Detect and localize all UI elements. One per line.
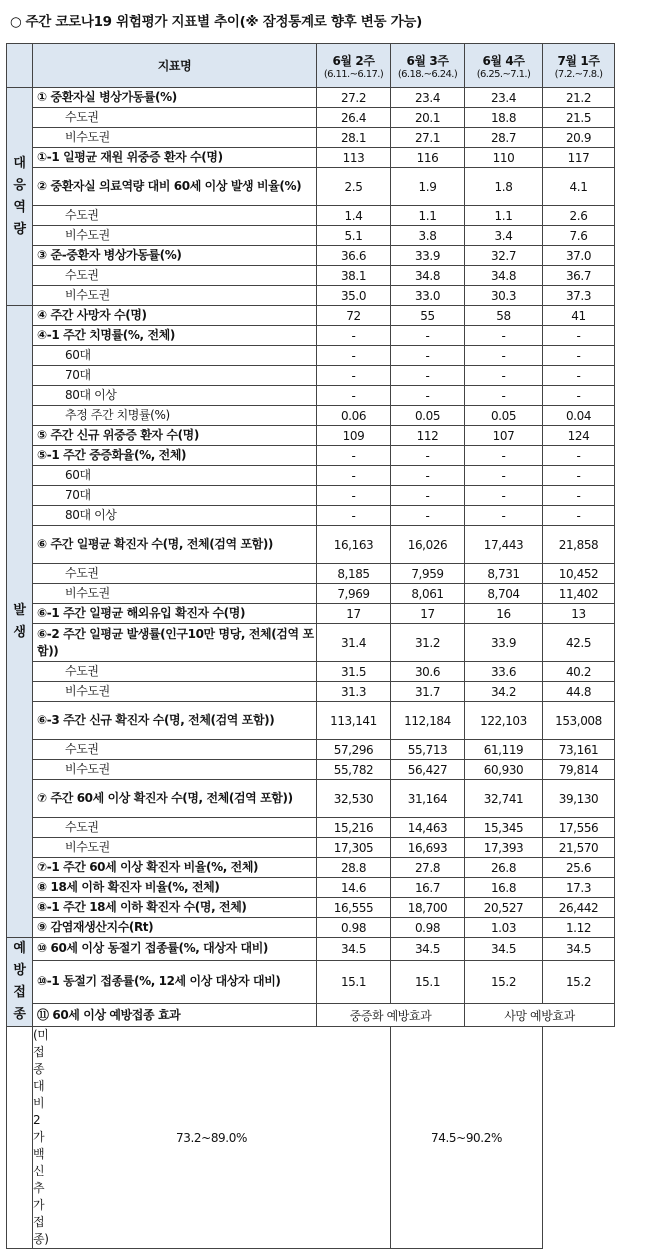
value-cell: 31.7 <box>391 682 465 702</box>
value-cell: 110 <box>465 148 543 168</box>
value-cell: 23.4 <box>391 88 465 108</box>
indicator-label: ① 중환자실 병상가동률(%) <box>33 88 317 108</box>
table-row <box>7 760 615 780</box>
indicator-label: ⑨ 감염재생산지수(Rt) <box>33 918 317 938</box>
table-row <box>7 226 615 246</box>
value-cell: 58 <box>465 306 543 326</box>
value-cell: 16,026 <box>391 526 465 564</box>
value-cell: 1.4 <box>317 206 391 226</box>
value-cell: 31.4 <box>317 624 391 662</box>
header-week-4: 7월 1주 (7.2.~7.8.) <box>543 44 615 88</box>
value-cell: - <box>317 346 391 366</box>
value-cell: 15.2 <box>465 960 543 1003</box>
table-row <box>7 206 615 226</box>
value-cell: - <box>465 466 543 486</box>
header-week-1: 6월 2주 (6.11.~6.17.) <box>317 44 391 88</box>
value-cell: 27.2 <box>317 88 391 108</box>
indicator-label: ⑦-1 주간 60세 이상 확진자 비율(%, 전체) <box>33 858 317 878</box>
indicator-label: 비수도권 <box>33 838 317 858</box>
table-row <box>7 426 615 446</box>
indicator-label: ⑧ 18세 이하 확진자 비율(%, 전체) <box>33 878 317 898</box>
value-cell: 7.6 <box>543 226 615 246</box>
table-row <box>7 682 615 702</box>
value-cell: 55,713 <box>391 740 465 760</box>
value-cell: - <box>465 366 543 386</box>
value-cell: 39,130 <box>543 780 615 818</box>
indicator-label: ⑦ 주간 60세 이상 확진자 수(명, 전체(검역 포함)) <box>33 780 317 818</box>
value-cell: 16,555 <box>317 898 391 918</box>
category-vaccination: 예 방 접 종 <box>7 938 33 1027</box>
value-cell: 116 <box>391 148 465 168</box>
value-cell: 18.8 <box>465 108 543 128</box>
value-cell: 112 <box>391 426 465 446</box>
value-cell: 17 <box>391 604 465 624</box>
value-cell: 34.5 <box>465 938 543 961</box>
value-cell: 0.04 <box>543 406 615 426</box>
value-cell: 17,305 <box>317 838 391 858</box>
table-row <box>7 878 615 898</box>
death-prevention-title: 사망 예방효과 <box>465 1004 615 1027</box>
value-cell: 0.05 <box>465 406 543 426</box>
value-cell: 0.98 <box>317 918 391 938</box>
value-cell: - <box>543 446 615 466</box>
value-cell: 117 <box>543 148 615 168</box>
value-cell: 15.1 <box>317 960 391 1003</box>
table-row <box>7 466 615 486</box>
value-cell: 122,103 <box>465 702 543 740</box>
value-cell: 30.6 <box>391 662 465 682</box>
value-cell: - <box>317 486 391 506</box>
value-cell: 28.1 <box>317 128 391 148</box>
value-cell: 33.0 <box>391 286 465 306</box>
value-cell: - <box>391 486 465 506</box>
value-cell: 61,119 <box>465 740 543 760</box>
indicator-label: ⑪ 60세 이상 예방접종 효과 <box>33 1004 317 1027</box>
indicator-label: 비수도권 <box>33 286 317 306</box>
value-cell: 34.2 <box>465 682 543 702</box>
value-cell: - <box>543 346 615 366</box>
header-week-2: 6월 3주 (6.18.~6.24.) <box>391 44 465 88</box>
indicator-label: 60대 <box>33 466 317 486</box>
table-row <box>7 818 615 838</box>
value-cell: 56,427 <box>391 760 465 780</box>
table-row <box>7 740 615 760</box>
table-row-effect-values <box>7 1027 615 1249</box>
value-cell: - <box>465 486 543 506</box>
table-row <box>7 386 615 406</box>
value-cell: 5.1 <box>317 226 391 246</box>
value-cell: 11,402 <box>543 584 615 604</box>
value-cell: 34.5 <box>317 938 391 961</box>
value-cell: 8,061 <box>391 584 465 604</box>
table-row <box>7 446 615 466</box>
header-indicator: 지표명 <box>33 44 317 88</box>
value-cell: 73,161 <box>543 740 615 760</box>
value-cell: 0.05 <box>391 406 465 426</box>
value-cell: - <box>543 466 615 486</box>
death-prevention-value: 74.5~90.2% <box>391 1027 543 1249</box>
indicator-label: 비수도권 <box>33 760 317 780</box>
value-cell: 15,345 <box>465 818 543 838</box>
indicator-label: ⑥-2 주간 일평균 발생률(인구10만 명당, 전체(검역 포함)) <box>33 624 317 662</box>
indicator-label: 수도권 <box>33 206 317 226</box>
table-row <box>7 898 615 918</box>
indicator-label: ⑧-1 주간 18세 이하 확진자 수(명, 전체) <box>33 898 317 918</box>
page-title <box>10 10 422 30</box>
table-row-effect <box>7 1004 615 1027</box>
value-cell: 36.7 <box>543 266 615 286</box>
indicator-label: ⑤ 주간 신규 위중증 환자 수(명) <box>33 426 317 446</box>
indicator-label: ⑥-1 주간 일평균 해외유입 확진자 수(명) <box>33 604 317 624</box>
table-row <box>7 366 615 386</box>
value-cell: 8,185 <box>317 564 391 584</box>
table-row <box>7 506 615 526</box>
indicator-label: ⑥ 주간 일평균 확진자 수(명, 전체(검역 포함)) <box>33 526 317 564</box>
indicator-label: ①-1 일평균 재원 위중증 환자 수(명) <box>33 148 317 168</box>
value-cell: 153,008 <box>543 702 615 740</box>
value-cell: 37.0 <box>543 246 615 266</box>
value-cell: - <box>465 506 543 526</box>
value-cell: 1.03 <box>465 918 543 938</box>
table-row <box>7 960 615 1003</box>
table-row <box>7 584 615 604</box>
value-cell: 8,731 <box>465 564 543 584</box>
value-cell: 18,700 <box>391 898 465 918</box>
value-cell: 27.1 <box>391 128 465 148</box>
value-cell: - <box>465 326 543 346</box>
value-cell: 1.1 <box>391 206 465 226</box>
value-cell: 35.0 <box>317 286 391 306</box>
value-cell: 0.98 <box>391 918 465 938</box>
indicator-label: ⑤-1 주간 중증화율(%, 전체) <box>33 446 317 466</box>
value-cell: - <box>543 486 615 506</box>
value-cell: 1.9 <box>391 168 465 206</box>
value-cell: 55 <box>391 306 465 326</box>
indicator-label: 수도권 <box>33 740 317 760</box>
indicator-label: 비수도권 <box>33 128 317 148</box>
indicator-label: 60대 <box>33 346 317 366</box>
value-cell: 55,782 <box>317 760 391 780</box>
value-cell: 31.3 <box>317 682 391 702</box>
value-cell: 72 <box>317 306 391 326</box>
value-cell: - <box>465 446 543 466</box>
table-row <box>7 108 615 128</box>
value-cell: 16 <box>465 604 543 624</box>
value-cell: 1.8 <box>465 168 543 206</box>
table-row <box>7 246 615 266</box>
value-cell: 23.4 <box>465 88 543 108</box>
indicator-label: ④ 주간 사망자 수(명) <box>33 306 317 326</box>
indicator-label: 80대 이상 <box>33 386 317 406</box>
value-cell: - <box>317 506 391 526</box>
indicator-label: ③ 준-중환자 병상가동률(%) <box>33 246 317 266</box>
table-row <box>7 624 615 662</box>
table-row <box>7 858 615 878</box>
table-row <box>7 486 615 506</box>
value-cell: 1.1 <box>465 206 543 226</box>
value-cell: - <box>391 366 465 386</box>
table-row <box>7 128 615 148</box>
category-occurrence: 발 생 <box>7 306 33 938</box>
table-row <box>7 702 615 740</box>
header-week-3: 6월 4주 (6.25.~7.1.) <box>465 44 543 88</box>
value-cell: 34.8 <box>465 266 543 286</box>
value-cell: 26.4 <box>317 108 391 128</box>
value-cell: 109 <box>317 426 391 446</box>
value-cell: 17,443 <box>465 526 543 564</box>
title-marker: ○ <box>10 14 22 30</box>
value-cell: 15.2 <box>543 960 615 1003</box>
value-cell: 14,463 <box>391 818 465 838</box>
severe-prevention-value: 73.2~89.0% <box>33 1027 391 1249</box>
indicator-label: 수도권 <box>33 564 317 584</box>
value-cell: 15,216 <box>317 818 391 838</box>
value-cell: 40.2 <box>543 662 615 682</box>
value-cell: 16,693 <box>391 838 465 858</box>
value-cell: 32,530 <box>317 780 391 818</box>
value-cell: 3.4 <box>465 226 543 246</box>
table-row <box>7 406 615 426</box>
value-cell: 16.8 <box>465 878 543 898</box>
table-row <box>7 148 615 168</box>
value-cell: 17.3 <box>543 878 615 898</box>
table-row <box>7 306 615 326</box>
value-cell: 0.06 <box>317 406 391 426</box>
value-cell: 112,184 <box>391 702 465 740</box>
value-cell: 8,704 <box>465 584 543 604</box>
value-cell: - <box>543 506 615 526</box>
value-cell: - <box>543 386 615 406</box>
table-row <box>7 88 615 108</box>
indicator-label: ② 중환자실 의료역량 대비 60세 이상 발생 비율(%) <box>33 168 317 206</box>
indicator-label: 비수도권 <box>33 226 317 246</box>
value-cell: 41 <box>543 306 615 326</box>
value-cell: 44.8 <box>543 682 615 702</box>
indicator-sublabel: (미접종 대비 2가백신 추가접종) <box>7 1027 33 1249</box>
table-row <box>7 266 615 286</box>
value-cell: - <box>543 366 615 386</box>
value-cell: 113,141 <box>317 702 391 740</box>
value-cell: 21,858 <box>543 526 615 564</box>
value-cell: - <box>391 386 465 406</box>
value-cell: - <box>317 366 391 386</box>
value-cell: - <box>391 446 465 466</box>
value-cell: 33.9 <box>391 246 465 266</box>
severe-prevention-title: 중증화 예방효과 <box>317 1004 465 1027</box>
value-cell: 20.1 <box>391 108 465 128</box>
value-cell: 21.2 <box>543 88 615 108</box>
title-text: 주간 코로나19 위험평가 지표별 추이(※ 잠정통계로 향후 변동 가능) <box>25 14 422 30</box>
value-cell: 7,959 <box>391 564 465 584</box>
value-cell: - <box>391 326 465 346</box>
table-row <box>7 604 615 624</box>
value-cell: 17 <box>317 604 391 624</box>
value-cell: 31,164 <box>391 780 465 818</box>
value-cell: 2.5 <box>317 168 391 206</box>
value-cell: 33.9 <box>465 624 543 662</box>
value-cell: 32.7 <box>465 246 543 266</box>
indicator-label: ⑩-1 동절기 접종률(%, 12세 이상 대상자 대비) <box>33 960 317 1003</box>
table-row <box>7 346 615 366</box>
value-cell: - <box>391 346 465 366</box>
value-cell: 26,442 <box>543 898 615 918</box>
value-cell: - <box>465 346 543 366</box>
value-cell: 34.5 <box>391 938 465 961</box>
indicator-label: 수도권 <box>33 266 317 286</box>
value-cell: 34.5 <box>543 938 615 961</box>
value-cell: 26.8 <box>465 858 543 878</box>
indicator-label: 수도권 <box>33 108 317 128</box>
indicator-label: 70대 <box>33 366 317 386</box>
value-cell: - <box>317 466 391 486</box>
value-cell: - <box>543 326 615 346</box>
header-blank <box>7 44 33 88</box>
table-row <box>7 526 615 564</box>
value-cell: 34.8 <box>391 266 465 286</box>
value-cell: 3.8 <box>391 226 465 246</box>
value-cell: 31.2 <box>391 624 465 662</box>
value-cell: 124 <box>543 426 615 446</box>
indicator-label: 추정 주간 치명률(%) <box>33 406 317 426</box>
table-row <box>7 286 615 306</box>
indicator-label: 70대 <box>33 486 317 506</box>
value-cell: 2.6 <box>543 206 615 226</box>
value-cell: 20.9 <box>543 128 615 148</box>
value-cell: 15.1 <box>391 960 465 1003</box>
table-row <box>7 168 615 206</box>
value-cell: 21,570 <box>543 838 615 858</box>
indicator-label: ⑥-3 주간 신규 확진자 수(명, 전체(검역 포함)) <box>33 702 317 740</box>
table-row <box>7 326 615 346</box>
value-cell: 27.8 <box>391 858 465 878</box>
value-cell: 21.5 <box>543 108 615 128</box>
value-cell: 57,296 <box>317 740 391 760</box>
value-cell: 107 <box>465 426 543 446</box>
value-cell: 36.6 <box>317 246 391 266</box>
value-cell: 7,969 <box>317 584 391 604</box>
value-cell: 113 <box>317 148 391 168</box>
value-cell: 1.12 <box>543 918 615 938</box>
value-cell: 38.1 <box>317 266 391 286</box>
value-cell: 60,930 <box>465 760 543 780</box>
value-cell: 30.3 <box>465 286 543 306</box>
value-cell: - <box>465 386 543 406</box>
value-cell: 33.6 <box>465 662 543 682</box>
table-row <box>7 564 615 584</box>
value-cell: 31.5 <box>317 662 391 682</box>
value-cell: 14.6 <box>317 878 391 898</box>
value-cell: 13 <box>543 604 615 624</box>
value-cell: 17,556 <box>543 818 615 838</box>
value-cell: 16.7 <box>391 878 465 898</box>
value-cell: 25.6 <box>543 858 615 878</box>
table-header-row <box>7 44 615 88</box>
value-cell: 4.1 <box>543 168 615 206</box>
indicator-label: ④-1 주간 치명률(%, 전체) <box>33 326 317 346</box>
indicator-label: 수도권 <box>33 662 317 682</box>
value-cell: 79,814 <box>543 760 615 780</box>
value-cell: 16,163 <box>317 526 391 564</box>
value-cell: 42.5 <box>543 624 615 662</box>
indicator-label: 80대 이상 <box>33 506 317 526</box>
table-row <box>7 662 615 682</box>
indicator-table <box>6 43 615 1249</box>
indicator-label: 수도권 <box>33 818 317 838</box>
value-cell: 37.3 <box>543 286 615 306</box>
value-cell: 28.7 <box>465 128 543 148</box>
value-cell: - <box>317 386 391 406</box>
value-cell: 32,741 <box>465 780 543 818</box>
value-cell: - <box>391 466 465 486</box>
value-cell: 17,393 <box>465 838 543 858</box>
value-cell: - <box>391 506 465 526</box>
indicator-label: ⑩ 60세 이상 동절기 접종률(%, 대상자 대비) <box>33 938 317 961</box>
indicator-label: 비수도권 <box>33 584 317 604</box>
table-row <box>7 918 615 938</box>
indicator-label: 비수도권 <box>33 682 317 702</box>
table-row <box>7 938 615 961</box>
table-row <box>7 838 615 858</box>
value-cell: - <box>317 446 391 466</box>
value-cell: - <box>317 326 391 346</box>
value-cell: 10,452 <box>543 564 615 584</box>
value-cell: 28.8 <box>317 858 391 878</box>
value-cell: 20,527 <box>465 898 543 918</box>
category-response: 대 응 역 량 <box>7 88 33 306</box>
table-row <box>7 780 615 818</box>
